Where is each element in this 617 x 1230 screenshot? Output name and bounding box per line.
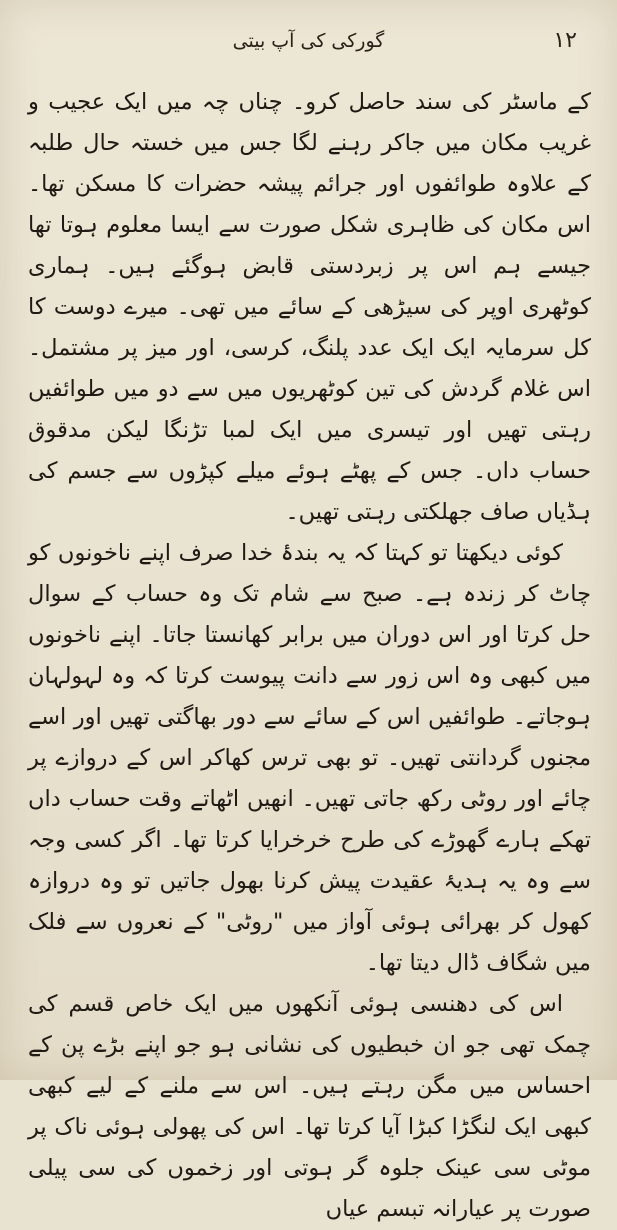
paragraph-1: کے ماسٹر کی سند حاصل کرو۔ چناں چہ میں ایک عجیب و غریب مکان میں جاکر رہنے لگا جس میں خستہ حال طلبہ کے علاوہ طوائفوں اور جرائم پیشہ حضرات کا مسکن تھا۔ اس مکان کی ظاہری شکل صورت سے ایسا معلوم ہوتا تھا جیسے ہم اس پر زبردستی قابض ہوگئے ہیں۔ ہماری کوٹھری اوپر کی سیڑھی کے سائے میں تھی۔ میرے دوست کا کل سرمایہ ایک ایک عدد پلنگ، کرسی، اور میز پر مشتمل۔ اس غلام گردش کی تین کوٹھریوں میں سے دو میں طوائفیں رہتی تھیں اور تیسری میں ایک لمبا تڑنگا لیکن مدقوق حساب داں۔ جس کے پھٹے ہوئے میلے کپڑوں سے جسم کی ہڈیاں صاف جھلکتی رہتی تھیں۔	[28, 89, 591, 525]
body-text	[28, 82, 591, 1230]
paragraph-2: کوئی دیکھتا تو کہتا کہ یہ بندۂ خدا صرف اپنے ناخونوں کو چاٹ کر زندہ ہے۔ صبح سے شام تک وہ حساب کے سوال حل کرتا اور اس دوران میں برابر کھانستا جاتا۔ اپنے ناخونوں میں کبھی وہ اس زور سے دانت پیوست کرتا کہ وہ لہولہان ہوجاتے۔ طوائفیں اس کے سائے سے دور بھاگتی تھیں اور اسے مجنوں گردانتی تھیں۔ تو بھی ترس کھاکر اس کے دروازے پر چائے اور روٹی رکھ جاتی تھیں۔ انھیں اٹھاتے وقت حساب داں تھکے ہارے گھوڑے کی طرح خرخرایا کرتا تھا۔ اگر کسی وجہ سے وہ یہ ہدیۂ عقیدت پیش کرنا بھول جاتیں تو وہ دروازہ کھول کر بھرائی ہوئی آواز میں "روٹی" کے نعروں سے فلک میں شگاف ڈال دیتا تھا۔	[28, 540, 591, 976]
running-title: گورکی کی آپ بیتی	[232, 30, 385, 52]
running-header	[30, 28, 587, 64]
page-number: ۱۲	[553, 28, 577, 53]
paragraph-3: اس کی دھنسی ہوئی آنکھوں میں ایک خاص قسم کی چمک تھی جو ان خبطیوں کی نشانی ہو جو اپنے بڑے پن کے احساس میں مگن رہتے ہیں۔ اس سے ملنے کے لیے کبھی کبھی ایک لنگڑا کبڑا آیا کرتا تھا۔ اس کی پھولی ہوئی ناک پر موٹی سی عینک جلوہ گر ہوتی اور زخموں کی سی پیلی صورت پر عیارانہ تبسم عیاں	[28, 991, 591, 1222]
